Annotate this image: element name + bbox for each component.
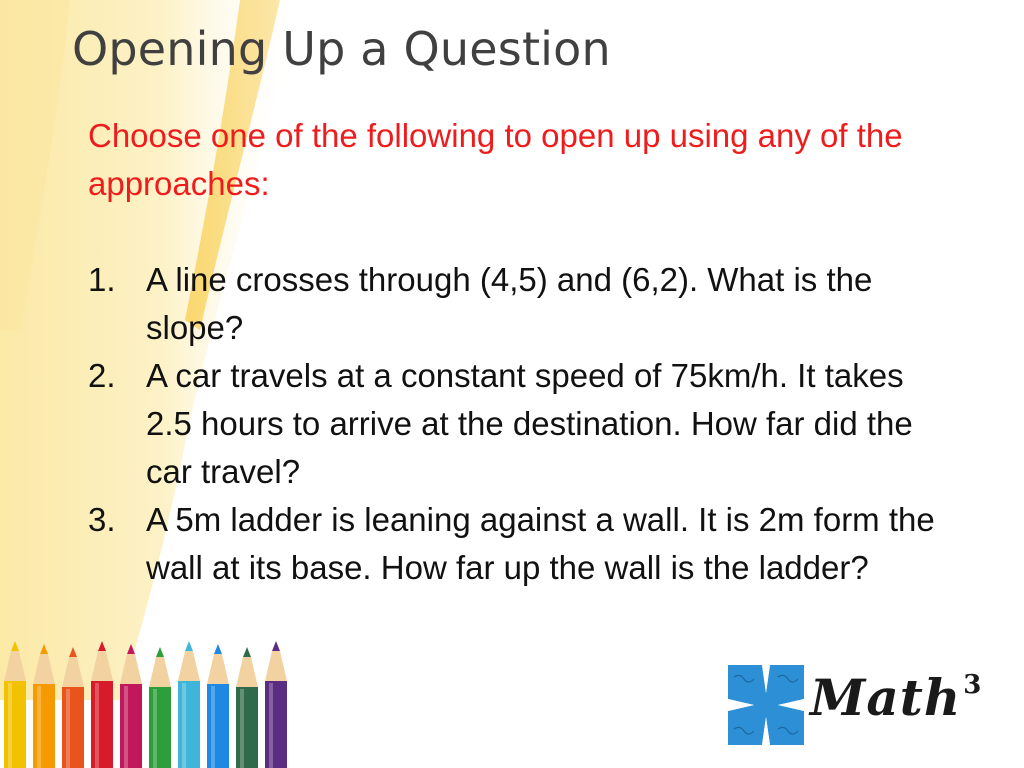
slide-title: Opening Up a Question [72,22,611,76]
colored-pencils-icon [0,635,300,768]
question-list [88,256,958,592]
question-number: 1. [88,261,116,298]
question-text: A car travels at a constant speed of 75km/h. It takes 2.5 hours to arrive at the destination. How far did the car travel? [146,357,913,490]
pencil [207,644,229,768]
logo-name: Math [810,668,962,727]
quartered-x-logo-icon [726,663,806,747]
intro-text: Choose one of the following to open up using any of the approaches: [88,117,903,202]
pencil [265,641,287,768]
pencil [91,641,113,768]
pencil [120,644,142,768]
pencil [149,647,171,768]
logo-superscript: 3 [963,670,983,700]
question-text: A 5m ladder is leaning against a wall. It is 2m form the wall at its base. How far up the wall is the ladder? [146,501,935,586]
pencil [33,644,55,768]
question-number: 3. [88,501,116,538]
question-text: A line crosses through (4,5) and (6,2). What is the slope? [146,261,873,346]
question-number: 2. [88,357,116,394]
pencil [4,641,26,768]
pencil [62,647,84,768]
pencil [236,647,258,768]
question-item [88,496,958,592]
pencil [178,641,200,768]
math-logo [726,663,1016,753]
logo-wordmark [810,668,982,727]
question-item [88,352,958,496]
question-item [88,256,958,352]
